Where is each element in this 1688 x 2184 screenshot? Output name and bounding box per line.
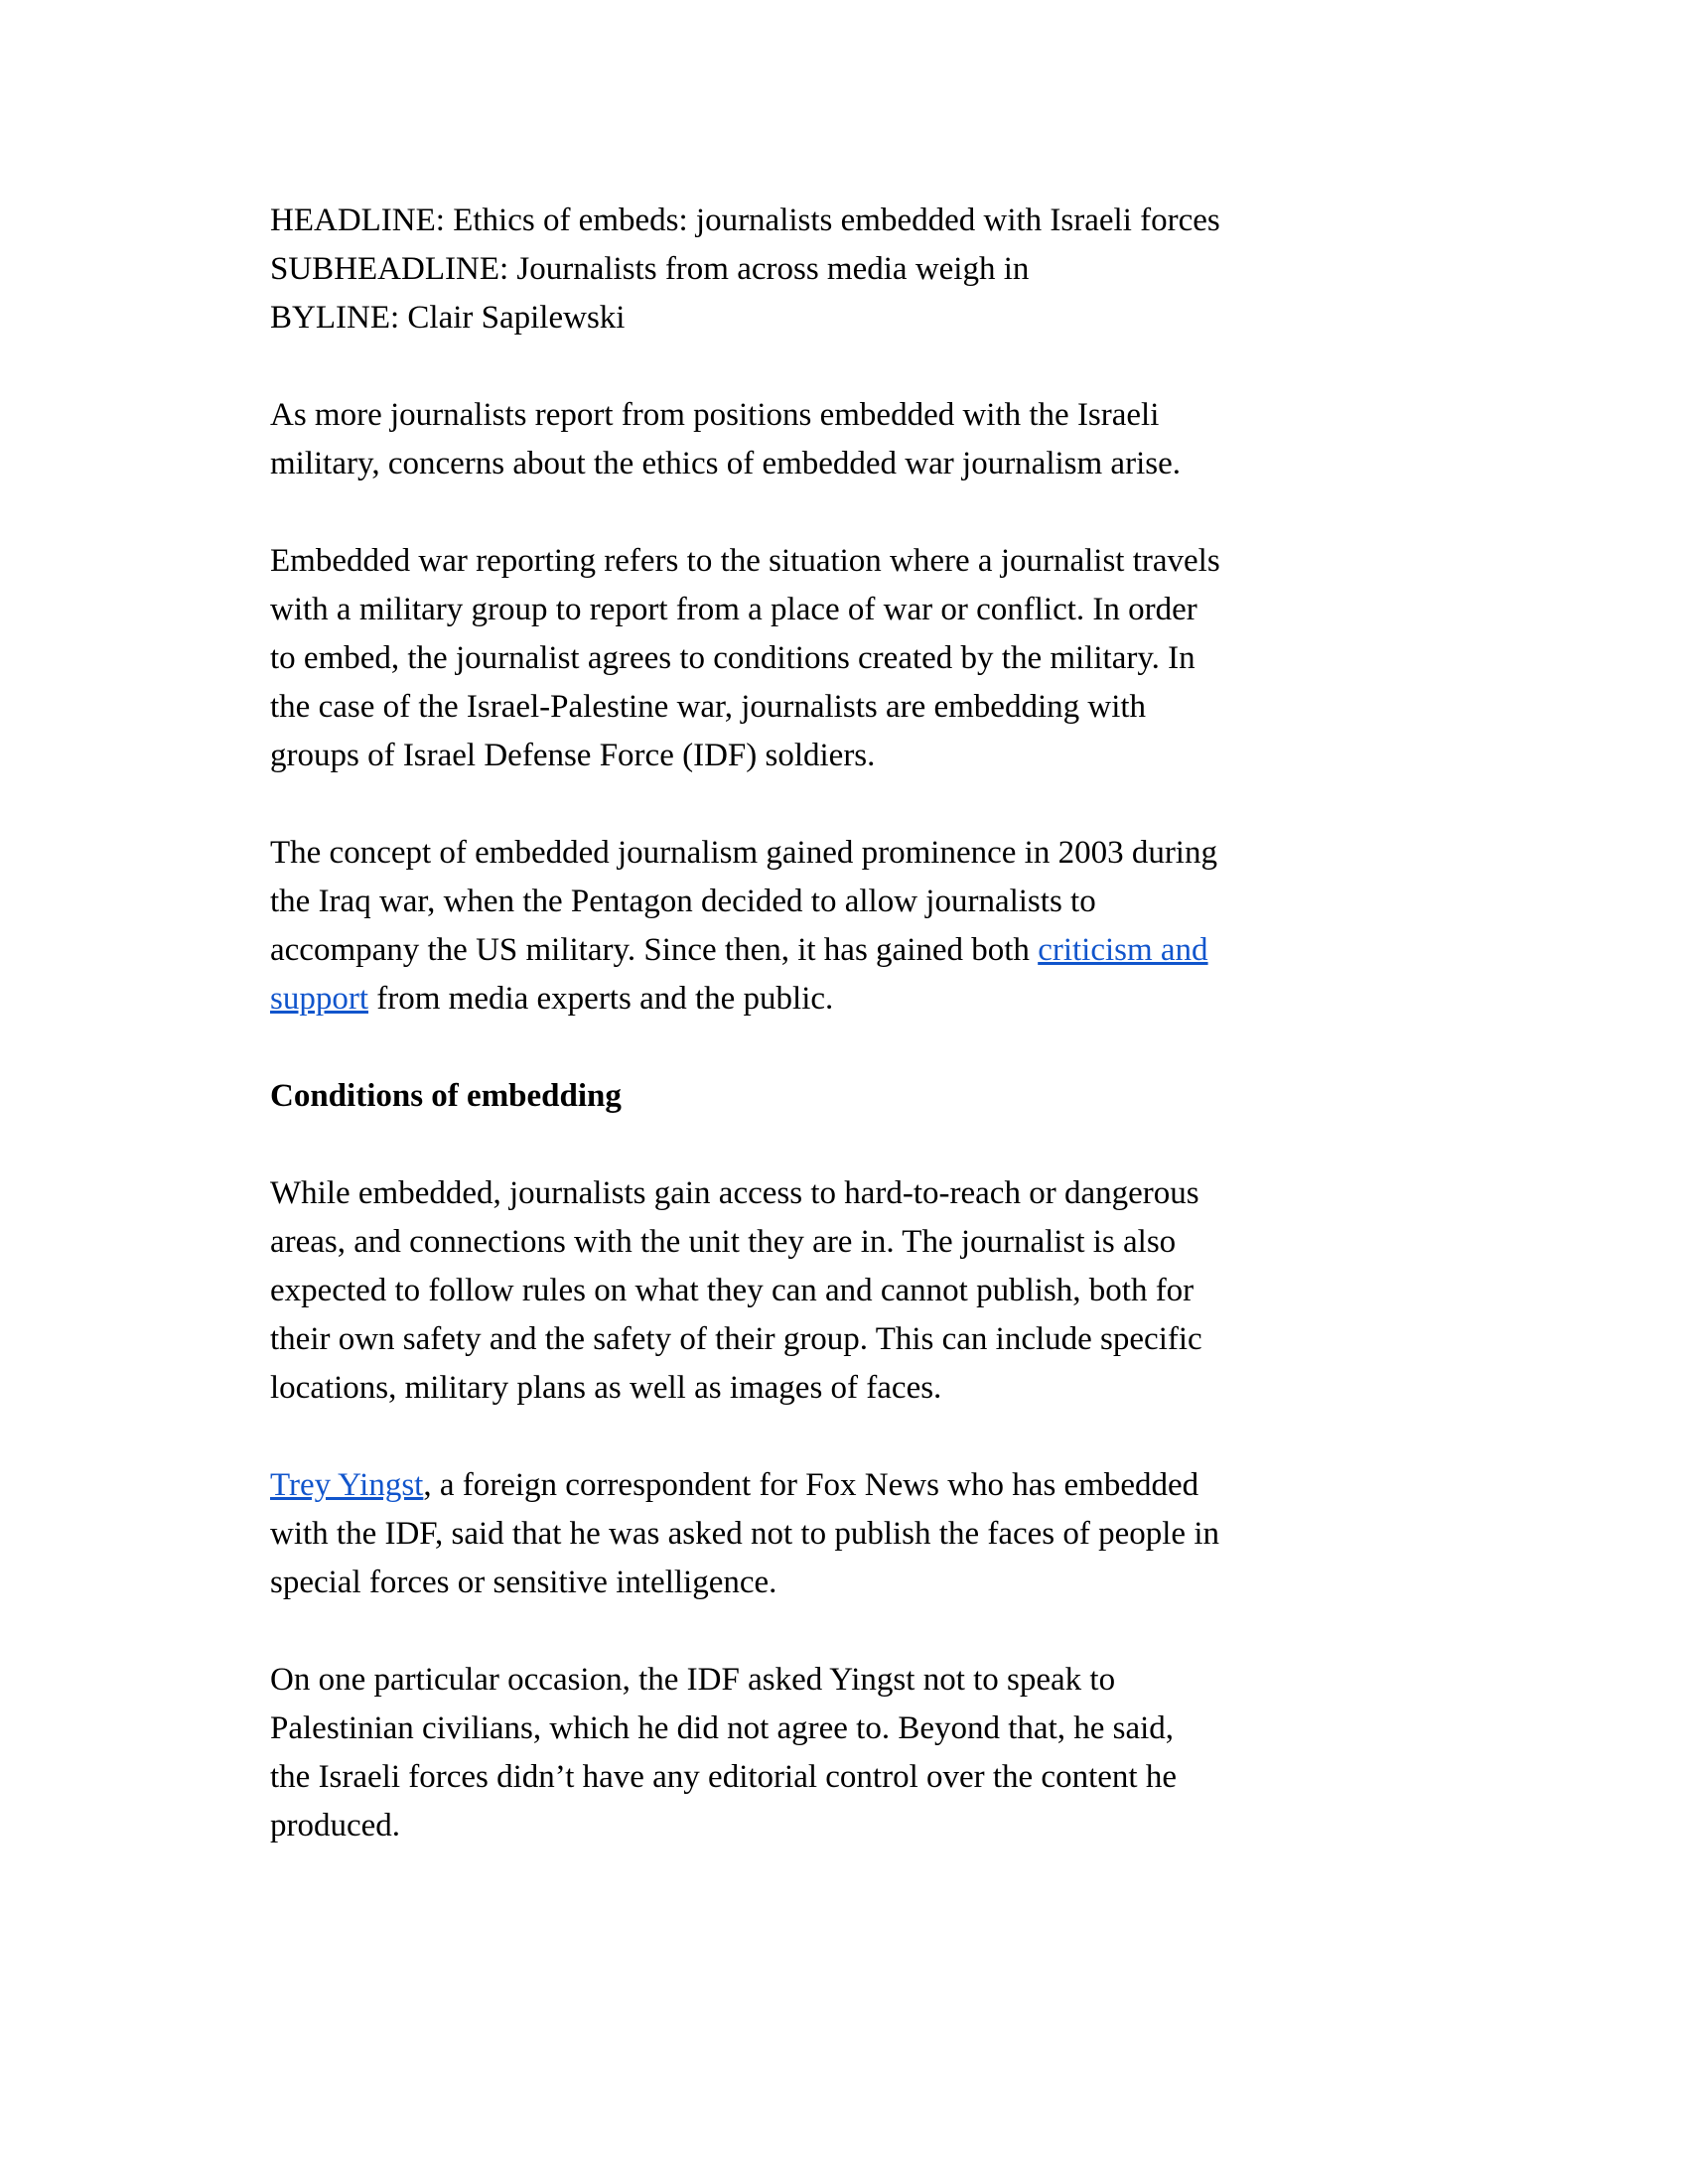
text-line: Palestinian civilians, which he did not agree to. Beyond that, he said, [270, 1710, 1175, 1746]
text-segment: , a foreign correspondent for Fox News who has embedded [423, 1467, 1199, 1503]
paragraph-history [270, 829, 1402, 1024]
byline: BYLINE: Clair Sapilewski [270, 300, 626, 336]
text-line: expected to follow rules on what they can and cannot publish, both for [270, 1273, 1195, 1308]
text-line: special forces or sensitive intelligence. [270, 1565, 777, 1600]
paragraph-definition [270, 537, 1402, 780]
text-line: their own safety and the safety of their group. This can include specific [270, 1321, 1202, 1357]
text-line: military, concerns about the ethics of embedded war journalism arise. [270, 446, 1181, 481]
text-line [270, 926, 1402, 975]
text-line: Embedded war reporting refers to the situation where a journalist travels [270, 543, 1220, 579]
paragraph-occasion [270, 1656, 1402, 1850]
paragraph-intro [270, 391, 1402, 488]
text-line: On one particular occasion, the IDF asked Yingst not to speak to [270, 1662, 1116, 1698]
text-line: the Iraq war, when the Pentagon decided to allow journalists to [270, 884, 1096, 919]
text-line: groups of Israel Defense Force (IDF) soldiers. [270, 738, 876, 773]
text-line: with a military group to report from a place of war or conflict. In order [270, 592, 1197, 627]
article-header [270, 197, 1402, 342]
text-line: produced. [270, 1808, 401, 1843]
text-segment: accompany the US military. Since then, it has gained both [270, 932, 1039, 968]
document-page [270, 197, 1402, 1899]
paragraph-yingst [270, 1461, 1402, 1607]
text-line: While embedded, journalists gain access to hard-to-reach or dangerous [270, 1175, 1199, 1211]
criticism-and-support-link-cont[interactable]: support [270, 981, 368, 1017]
text-line: with the IDF, said that he was asked not to publish the faces of people in [270, 1516, 1219, 1552]
text-line: to embed, the journalist agrees to conditions created by the military. In [270, 640, 1196, 676]
text-line: the case of the Israel-Palestine war, journalists are embedding with [270, 689, 1147, 725]
text-line: As more journalists report from positions embedded with the Israeli [270, 397, 1160, 433]
paragraph-conditions [270, 1169, 1402, 1413]
text-segment: from media experts and the public. [368, 981, 834, 1017]
text-line: The concept of embedded journalism gained prominence in 2003 during [270, 835, 1217, 871]
subheadline: SUBHEADLINE: Journalists from across media weigh in [270, 251, 1030, 287]
criticism-and-support-link[interactable]: criticism and [1038, 932, 1208, 968]
text-line: locations, military plans as well as images of faces. [270, 1370, 942, 1406]
section-heading: Conditions of embedding [270, 1078, 622, 1114]
text-line [270, 1461, 1402, 1510]
trey-yingst-link[interactable]: Trey Yingst [270, 1467, 424, 1503]
text-line [270, 975, 1402, 1024]
text-line: areas, and connections with the unit they are in. The journalist is also [270, 1224, 1177, 1260]
text-line: the Israeli forces didn’t have any editorial control over the content he [270, 1759, 1177, 1795]
headline: HEADLINE: Ethics of embeds: journalists embedded with Israeli forces [270, 203, 1220, 238]
